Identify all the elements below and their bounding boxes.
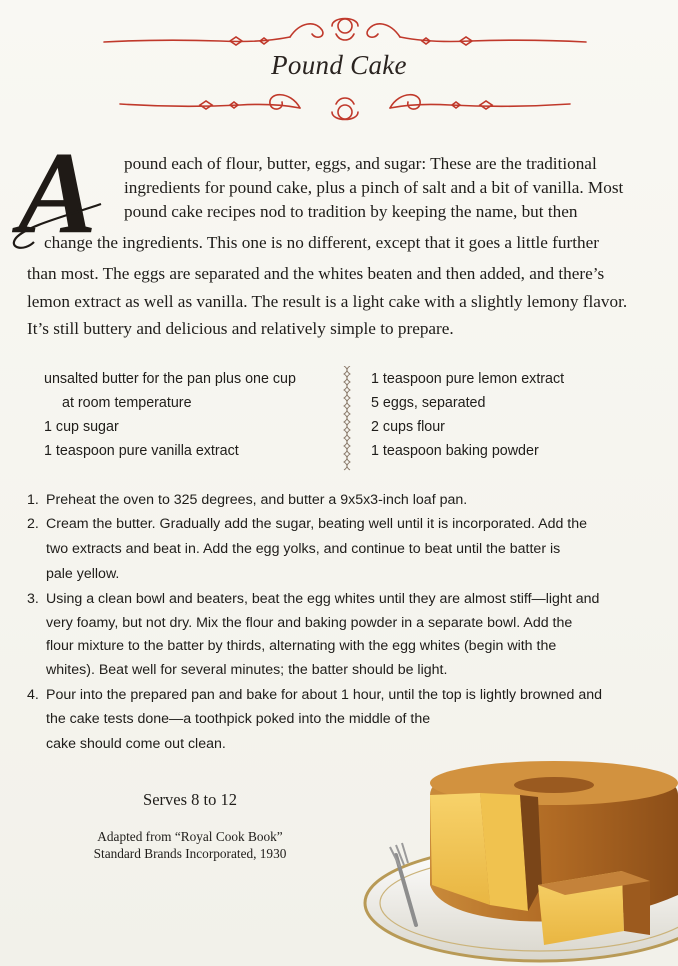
pound-cake-illustration <box>360 735 678 966</box>
intro-line-2: ingredients for pound cake, plus a pinch of salt and a bit of vanilla. Most <box>124 178 624 197</box>
intro-line-4: change the ingredients. This one is no different, except that it goes a little further <box>44 233 599 252</box>
step-4-number: 4. <box>27 687 39 703</box>
step-1-line-1: Preheat the oven to 325 degrees, and butter a 9x5x3-inch loaf pan. <box>46 492 468 508</box>
ingredient-left-3: 1 cup sugar <box>44 419 119 435</box>
intro-line-5: than most. The eggs are separated and the whites beaten and then added, and there’s <box>27 264 605 283</box>
step-2-number: 2. <box>27 516 39 532</box>
step-4-line-2: the cake tests done—a toothpick poked into the middle of the <box>46 711 431 727</box>
step-4-line-3: cake should come out clean. <box>46 736 226 752</box>
recipe-title: Pound Cake <box>271 50 407 80</box>
top-ornament <box>100 12 590 54</box>
step-2-line-2: two extracts and beat in. Add the egg yolks, and continue to beat until the batter is <box>46 541 561 557</box>
ingredient-right-2: 5 eggs, separated <box>371 395 486 411</box>
ingredient-left-4: 1 teaspoon pure vanilla extract <box>44 443 239 459</box>
intro-line-1: pound each of flour, butter, eggs, and sugar: These are the traditional <box>124 154 597 173</box>
ingredient-divider-ornament <box>341 366 353 472</box>
ingredient-right-1: 1 teaspoon pure lemon extract <box>371 371 565 387</box>
bottom-ornament <box>100 86 590 128</box>
intro-line-3: pound cake recipes nod to tradition by keeping the name, but then <box>124 202 578 221</box>
servings: Serves 8 to 12 <box>143 790 237 809</box>
step-3-line-4: whites). Beat well for several minutes; the batter should be light. <box>46 662 448 678</box>
ingredient-left-1: unsalted butter for the pan plus one cup <box>44 371 296 387</box>
step-3-line-1: Using a clean bowl and beaters, beat the egg whites until they are almost stiff—light and <box>46 591 600 607</box>
step-2-line-3: pale yellow. <box>46 566 120 582</box>
step-1-number: 1. <box>27 492 39 508</box>
credit-line-2: Standard Brands Incorporated, 1930 <box>93 846 287 861</box>
step-2-line-1: Cream the butter. Gradually add the sugar, beating well until it is incorporated. Add the <box>46 516 588 532</box>
ingredient-right-3: 2 cups flour <box>371 419 445 435</box>
step-3-number: 3. <box>27 591 39 607</box>
step-3-line-3: flour mixture to the batter by thirds, alternating with the egg whites (begin with the <box>46 638 557 654</box>
intro-line-6: lemon extract as well as vanilla. The result is a light cake with a slightly lemony flavor. <box>27 292 628 311</box>
credit-line-1: Adapted from “Royal Cook Book” <box>97 829 283 844</box>
drop-cap: A <box>18 127 97 258</box>
step-3-line-2: very foamy, but not dry. Mix the flour and baking powder in a separate bowl. Add the <box>46 615 573 631</box>
intro-line-7: It’s still buttery and delicious and relatively simple to prepare. <box>27 319 454 338</box>
step-4-line-1: Pour into the prepared pan and bake for about 1 hour, until the top is lightly browned and <box>46 687 603 703</box>
ingredient-right-4: 1 teaspoon baking powder <box>371 443 539 459</box>
ingredient-left-2: at room temperature <box>62 395 192 411</box>
